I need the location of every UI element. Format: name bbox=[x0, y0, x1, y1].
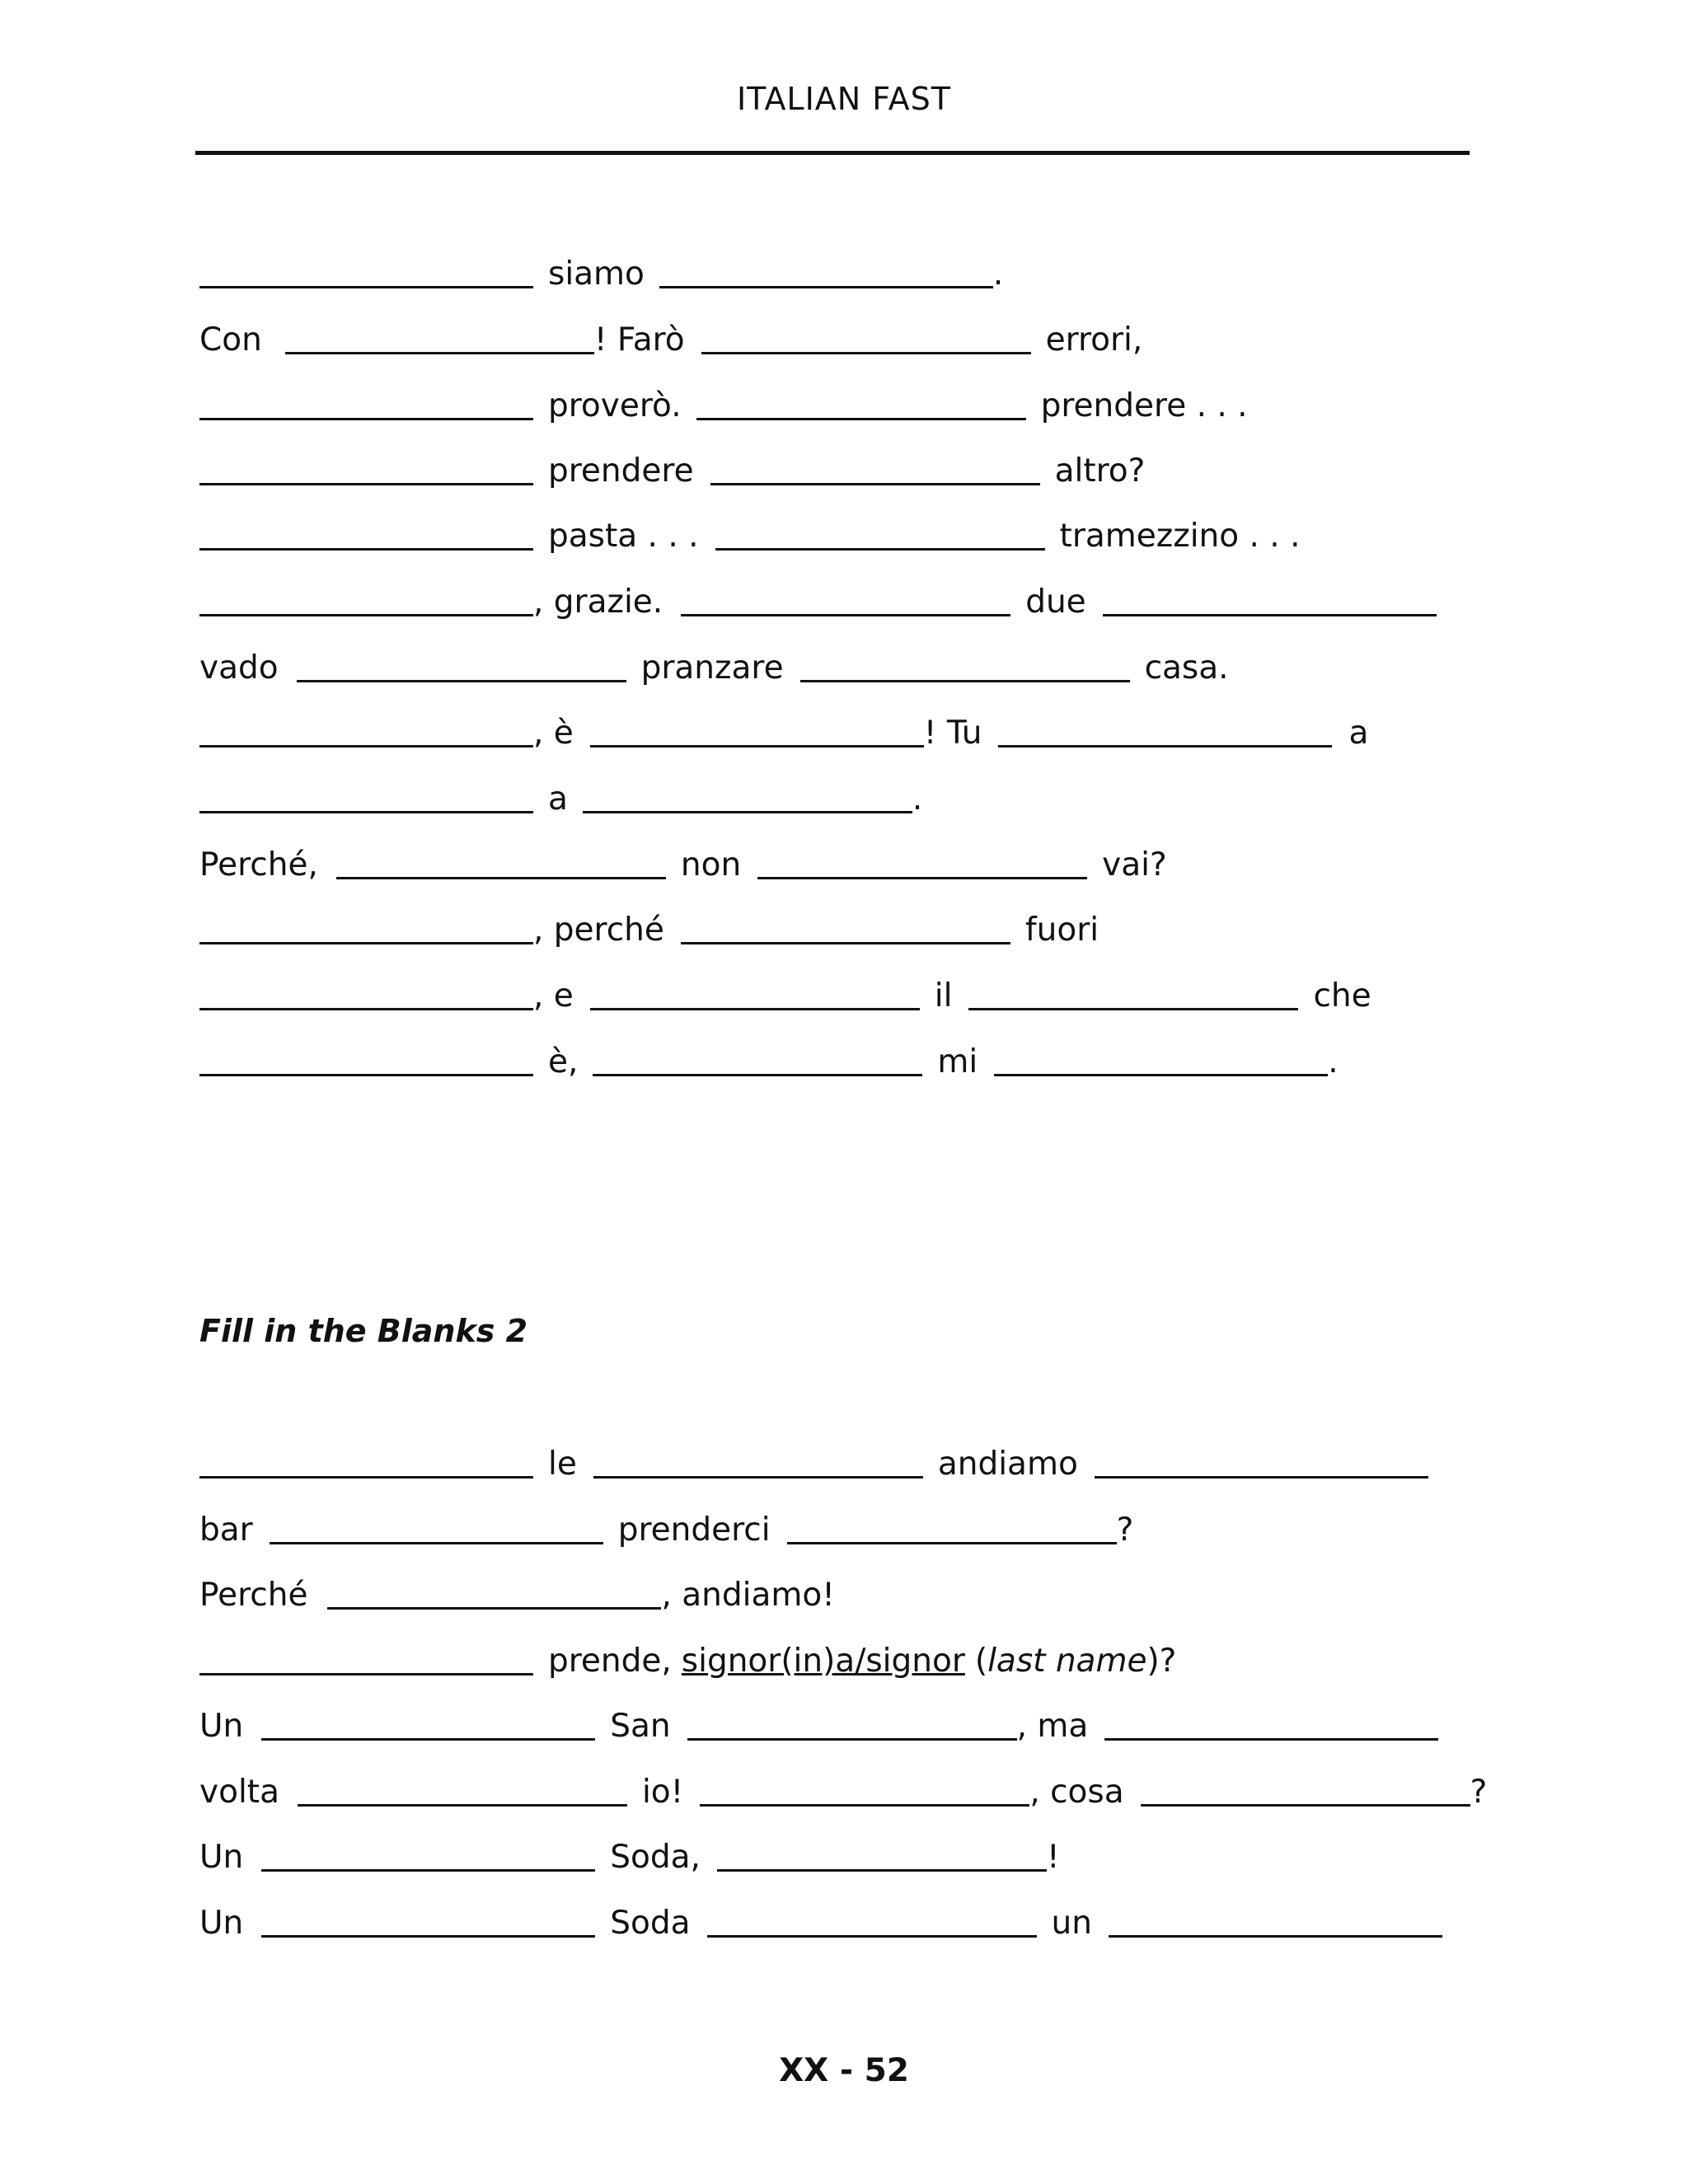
blank-field[interactable] bbox=[659, 284, 993, 288]
blank-field[interactable] bbox=[199, 809, 533, 813]
line-word: due bbox=[1025, 583, 1086, 621]
line-word: Perché, bbox=[199, 846, 318, 883]
line-word: ? bbox=[1116, 1511, 1134, 1549]
blank-field[interactable] bbox=[199, 1474, 533, 1479]
blank-field[interactable] bbox=[593, 1072, 922, 1076]
line-word: fuori bbox=[1025, 912, 1100, 949]
blank-field[interactable] bbox=[297, 678, 626, 682]
line-word: tramezzino . . . bbox=[1059, 518, 1301, 555]
blank-field[interactable] bbox=[199, 1671, 533, 1675]
header-rule bbox=[195, 151, 1470, 155]
line-word: errori, bbox=[1045, 321, 1143, 359]
blank-field[interactable] bbox=[1104, 1736, 1438, 1741]
blank-field[interactable] bbox=[199, 1006, 533, 1010]
exercise-line-15 bbox=[199, 1500, 1535, 1549]
line-word: ! bbox=[1046, 1839, 1060, 1876]
blank-field[interactable] bbox=[199, 1072, 533, 1076]
line-word: , cosa bbox=[1029, 1774, 1124, 1811]
line-word: pasta . . . bbox=[548, 518, 699, 555]
line-word: mi bbox=[937, 1043, 978, 1080]
blank-field[interactable] bbox=[199, 612, 533, 616]
line-word: , e bbox=[533, 977, 574, 1015]
blank-field[interactable] bbox=[696, 416, 1026, 420]
blank-field[interactable] bbox=[994, 1072, 1328, 1076]
exercise-line-9 bbox=[199, 769, 1535, 818]
line-word: ! Farò bbox=[593, 321, 685, 359]
exercise-line-5 bbox=[199, 506, 1535, 555]
line-word: . bbox=[1328, 1043, 1339, 1080]
blank-field[interactable] bbox=[590, 1006, 920, 1010]
blank-field[interactable] bbox=[336, 875, 666, 879]
line-word: bar bbox=[199, 1511, 253, 1549]
exercise-line-13 bbox=[199, 1032, 1535, 1081]
line-word: vado bbox=[199, 649, 279, 687]
blank-field[interactable] bbox=[700, 1802, 1029, 1807]
exercise-line-4 bbox=[199, 441, 1535, 490]
blank-field[interactable] bbox=[199, 940, 533, 944]
blank-field[interactable] bbox=[800, 678, 1130, 682]
line-word: . bbox=[912, 780, 923, 818]
line-word: casa. bbox=[1144, 649, 1229, 687]
line-word: ? bbox=[1470, 1774, 1488, 1811]
line-word: pranzare bbox=[640, 649, 784, 687]
line-word: , grazie. bbox=[533, 583, 663, 621]
blank-field[interactable] bbox=[261, 1868, 595, 1872]
exercise-line-3 bbox=[199, 376, 1535, 425]
line-word: . bbox=[992, 255, 1004, 293]
blank-field[interactable] bbox=[199, 481, 533, 485]
line-word: Soda bbox=[610, 1905, 691, 1942]
blank-field[interactable] bbox=[717, 1868, 1047, 1872]
blank-field[interactable] bbox=[261, 1933, 595, 1938]
exercise-line-20 bbox=[199, 1827, 1535, 1877]
line-word: siamo bbox=[548, 255, 645, 293]
line-word: , andiamo! bbox=[661, 1577, 835, 1614]
placeholder-hint: last name bbox=[987, 1643, 1147, 1680]
title-options-text: signor(in)a/signor bbox=[681, 1643, 965, 1680]
line-word: Un bbox=[199, 1905, 244, 1942]
line-word: Con bbox=[199, 321, 262, 359]
line-word: volta bbox=[199, 1774, 279, 1811]
blank-field[interactable] bbox=[593, 1474, 923, 1479]
line-word: io! bbox=[641, 1774, 684, 1811]
page-header: ITALIAN FAST bbox=[736, 81, 952, 117]
line-word: prendere . . . bbox=[1040, 387, 1248, 424]
blank-field[interactable] bbox=[199, 743, 533, 748]
blank-field[interactable] bbox=[327, 1605, 661, 1610]
line-word: Un bbox=[199, 1708, 244, 1745]
line-word: Un bbox=[199, 1839, 244, 1876]
exercise-line-18 bbox=[199, 1696, 1535, 1746]
blank-field[interactable] bbox=[583, 809, 912, 813]
line-word: a bbox=[1348, 715, 1369, 752]
exercise-line-21 bbox=[199, 1893, 1535, 1943]
blank-field[interactable] bbox=[270, 1540, 603, 1544]
line-word: , è bbox=[533, 715, 574, 752]
blank-field[interactable] bbox=[998, 743, 1332, 748]
exercise-line-8 bbox=[199, 703, 1535, 752]
line-word: prenderci bbox=[617, 1511, 771, 1549]
blank-field[interactable] bbox=[710, 481, 1040, 485]
exercise-line-12 bbox=[199, 966, 1535, 1015]
page-number: XX - 52 bbox=[779, 2052, 909, 2089]
blank-field[interactable] bbox=[1095, 1474, 1428, 1479]
exercise-line-1 bbox=[199, 244, 1535, 293]
line-word: San bbox=[610, 1708, 671, 1745]
line-word: a bbox=[548, 780, 568, 818]
blank-field[interactable] bbox=[298, 1802, 627, 1807]
blank-field[interactable] bbox=[681, 612, 1010, 616]
exercise-line-14 bbox=[199, 1434, 1535, 1483]
line-word: vai? bbox=[1102, 846, 1167, 883]
line-word: , ma bbox=[1016, 1708, 1089, 1745]
blank-field[interactable] bbox=[681, 940, 1010, 944]
line-word: andiamo bbox=[937, 1446, 1078, 1483]
line-word: Perché bbox=[199, 1577, 308, 1614]
line-word: non bbox=[680, 846, 742, 883]
line-word: altro? bbox=[1054, 452, 1146, 490]
blank-field[interactable] bbox=[687, 1736, 1017, 1741]
line-word: un bbox=[1051, 1905, 1092, 1942]
blank-field[interactable] bbox=[968, 1006, 1298, 1010]
blank-field[interactable] bbox=[199, 416, 533, 420]
blank-field[interactable] bbox=[261, 1736, 595, 1741]
section-title: Fill in the Blanks 2 bbox=[199, 1313, 528, 1349]
blank-field[interactable] bbox=[1109, 1933, 1442, 1938]
line-word: ! Tu bbox=[923, 715, 982, 752]
line-word: )? bbox=[1146, 1643, 1177, 1680]
exercise-line-10 bbox=[199, 835, 1535, 884]
blank-field[interactable] bbox=[590, 743, 924, 748]
blank-field[interactable] bbox=[1103, 612, 1437, 616]
blank-field[interactable] bbox=[701, 350, 1031, 354]
exercise-line-17 bbox=[199, 1631, 1535, 1680]
line-word: che bbox=[1313, 977, 1372, 1015]
line-word: il bbox=[934, 977, 953, 1015]
blank-field[interactable] bbox=[757, 875, 1087, 879]
blank-field[interactable] bbox=[1141, 1802, 1470, 1807]
blank-field[interactable] bbox=[199, 284, 533, 288]
blank-field[interactable] bbox=[715, 546, 1045, 551]
blank-field[interactable] bbox=[285, 350, 594, 354]
line-word: prende, bbox=[548, 1643, 672, 1680]
exercise-line-19 bbox=[199, 1762, 1535, 1811]
exercise-line-6 bbox=[199, 572, 1535, 621]
line-word: Soda, bbox=[610, 1839, 701, 1876]
line-word: prendere bbox=[548, 452, 694, 490]
line-word: le bbox=[548, 1446, 577, 1483]
exercise-line-7 bbox=[199, 638, 1535, 687]
blank-field[interactable] bbox=[199, 546, 533, 551]
blank-field[interactable] bbox=[707, 1933, 1037, 1938]
exercise-line-2 bbox=[199, 310, 1535, 359]
line-word: , perché bbox=[533, 912, 664, 949]
exercise-line-11 bbox=[199, 900, 1535, 949]
line-word: ( bbox=[974, 1643, 988, 1680]
line-word: è, bbox=[548, 1043, 579, 1080]
blank-field[interactable] bbox=[787, 1540, 1117, 1544]
line-word: proverò. bbox=[548, 387, 682, 424]
exercise-line-16 bbox=[199, 1565, 1535, 1615]
